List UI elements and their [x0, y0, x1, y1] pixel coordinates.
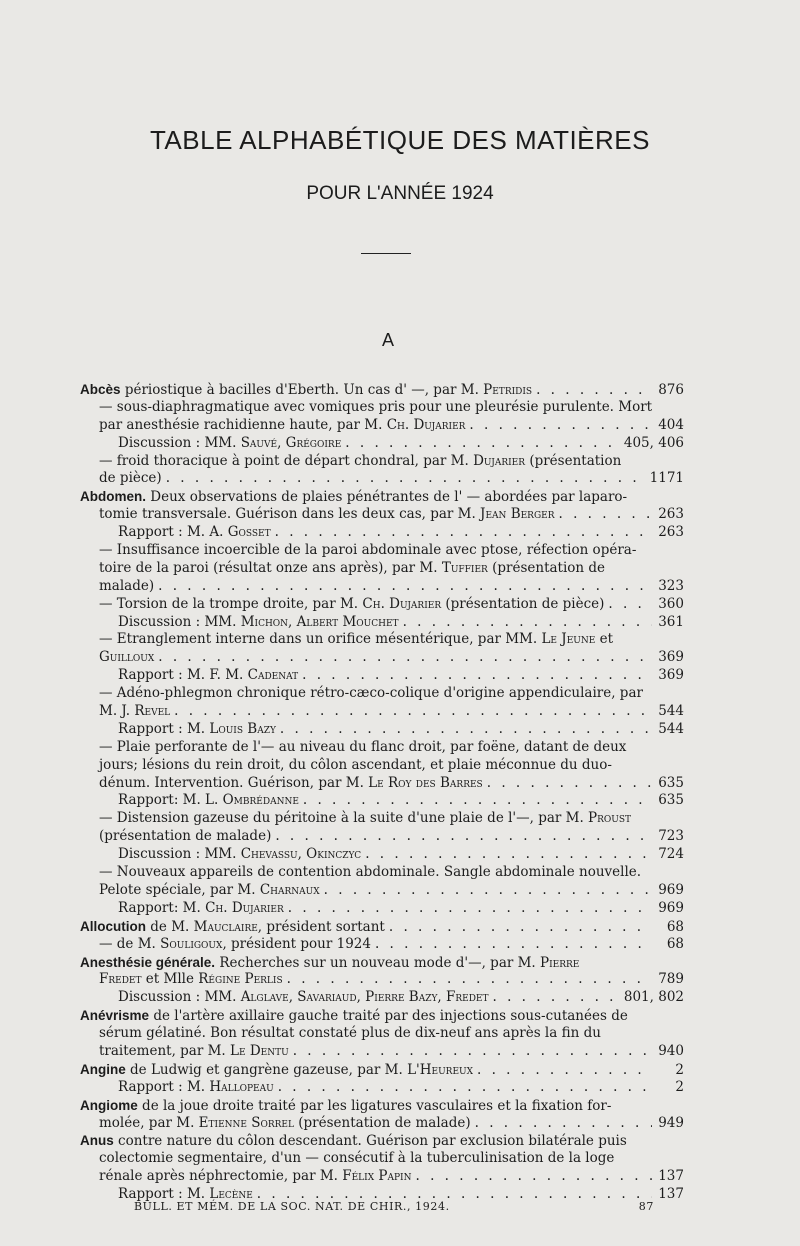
- page-number: 137: [658, 1186, 684, 1203]
- entry-text-tail: (présentation de: [487, 559, 606, 576]
- entry-heading: Abcès: [80, 382, 121, 397]
- entry-heading: Angiome: [80, 1097, 138, 1113]
- index-line: [80, 900, 684, 918]
- index-line: [80, 971, 684, 989]
- entry-text: M. J.: [99, 703, 135, 720]
- index-line: [80, 1025, 684, 1043]
- page-number: 263: [658, 506, 684, 523]
- entry-text: Rapport : M. F. M.: [118, 667, 248, 684]
- dot-leader: [469, 417, 652, 435]
- index-line-text: [99, 828, 271, 846]
- author-name: Fredet: [99, 971, 142, 988]
- page-number: 789: [658, 971, 684, 988]
- index-line-text: [99, 1025, 601, 1043]
- entry-text: — Distension gazeuse du péritoine à la suite d'une plaie de l'—, par M.: [99, 810, 589, 827]
- index-line: [80, 936, 684, 954]
- index-line-text: [99, 649, 154, 667]
- author-name: Félix Papin: [342, 1168, 412, 1185]
- index-line-text: [118, 846, 361, 864]
- author-name: Le Dentu: [230, 1042, 289, 1059]
- entry-text: — sous-diaphragmatique avec vomiques pris pour une pleurésie purulente. Mort: [99, 398, 653, 415]
- index-line-text: [99, 631, 613, 649]
- index-line: [80, 435, 684, 453]
- index-line: [80, 1061, 684, 1079]
- author-name: Ch. Dujarier: [362, 595, 442, 612]
- entry-text-tail: (présentation de malade): [293, 1114, 471, 1131]
- index-line: [80, 703, 684, 721]
- dot-leader: [275, 524, 652, 542]
- index-line: [80, 989, 684, 1007]
- index-line: [80, 810, 684, 828]
- dot-leader: [288, 900, 652, 918]
- author-name: Sauvé, Grégoire: [240, 434, 342, 451]
- page-number: 544: [658, 703, 684, 720]
- author-name: Ch. Dujarier: [205, 899, 284, 916]
- index-line: [80, 649, 684, 667]
- entry-text: (présentation de malade): [99, 828, 272, 845]
- index-line-text: [118, 900, 284, 918]
- dot-leader: [287, 971, 652, 989]
- dot-leader: [166, 470, 646, 488]
- index-line-text: [99, 542, 636, 560]
- page-number: 369: [658, 649, 684, 666]
- entry-text: Rapport: M. L.: [118, 792, 223, 809]
- page-number: 1171: [649, 470, 684, 487]
- index-line-text: [99, 506, 555, 524]
- index-line-text: [80, 918, 385, 936]
- entry-text: Discussion : MM.: [118, 434, 241, 451]
- index-line-text: [118, 1079, 274, 1097]
- dot-leader: [389, 919, 652, 936]
- entry-text: dénum. Intervention. Guérison, par M.: [99, 774, 369, 791]
- author-name: Petridis: [483, 382, 533, 398]
- entry-text: — de M.: [99, 935, 161, 952]
- index-line: [80, 524, 684, 542]
- index-line: [80, 470, 684, 488]
- entry-text: toire de la paroi (résultat onze ans après), par M.: [99, 559, 442, 576]
- page-number: 361: [658, 613, 684, 630]
- entry-text: molée, par M.: [99, 1114, 199, 1131]
- dot-leader: [416, 1168, 653, 1186]
- entry-text: par anesthésie rachidienne haute, par M.: [99, 416, 387, 433]
- entry-text: — froid thoracique à point de départ chondral, par M.: [99, 452, 474, 469]
- index-line: [80, 1115, 684, 1133]
- entry-text: Rapport : M. A.: [118, 524, 228, 541]
- entry-text-tail: et: [595, 631, 614, 648]
- entry-text: rénale après néphrectomie, par M.: [99, 1168, 343, 1185]
- index-line-text: [99, 936, 371, 954]
- entry-text: — Plaie perforante de l'— au niveau du flanc droit, par foëne, datant de deux: [99, 738, 627, 755]
- page-title: TABLE ALPHABÉTIQUE DES MATIÈRES: [149, 125, 650, 155]
- author-name: Tuffier: [441, 559, 488, 576]
- entry-text: — Etranglement interne dans un orifice mésentérique, par MM.: [99, 631, 542, 648]
- index-line: [80, 721, 684, 739]
- index-line-text: [80, 488, 627, 506]
- index-line-text: [99, 1150, 614, 1168]
- index-line-text: [99, 399, 652, 417]
- author-name: Jean Berger: [480, 506, 555, 523]
- entry-text: Rapport : M.: [118, 720, 210, 737]
- author-name: Ch. Dujarier: [386, 416, 466, 433]
- index-line-text: [99, 864, 641, 882]
- index-line: [80, 828, 684, 846]
- dot-leader: [280, 721, 652, 739]
- index-line: [80, 685, 684, 703]
- index-line-text: [80, 1007, 628, 1025]
- footer-sheet-number: 87: [638, 1200, 654, 1213]
- dot-leader: [278, 1079, 652, 1097]
- title-divider: [361, 253, 411, 254]
- entry-text: de l'artère axillaire gauche traité par des injections sous-cutanées de: [149, 1008, 628, 1025]
- entry-text: malade): [99, 577, 155, 594]
- index-line-text: [99, 757, 612, 775]
- author-name: Michon, Albert Mouchet: [240, 613, 399, 630]
- index-line: [80, 739, 684, 757]
- index-line-text: [80, 381, 532, 399]
- page-footer: [134, 1200, 654, 1213]
- entry-heading: Angine: [80, 1061, 126, 1077]
- index-line-text: [99, 470, 162, 488]
- entry-text: Discussion : MM.: [118, 613, 241, 630]
- entry-text: de M.: [146, 918, 194, 935]
- entry-text-tail: et Mlle: [141, 971, 199, 988]
- index-line-text: [99, 1043, 289, 1061]
- page-number: 137: [658, 1168, 684, 1185]
- index-line-text: [80, 954, 579, 972]
- entry-text: de la joue droite traité par les ligatures vasculaires et la fixation for-: [137, 1097, 612, 1114]
- page-number: 635: [658, 792, 684, 809]
- dot-leader: [303, 792, 652, 810]
- entry-text-tail: , président sortant: [257, 918, 385, 935]
- index-line: [80, 560, 684, 578]
- dot-leader: [487, 775, 652, 793]
- index-line-text: [118, 667, 298, 685]
- page-number: 360: [658, 595, 684, 612]
- index-line-text: [99, 685, 643, 703]
- author-name: Gosset: [227, 524, 271, 541]
- dot-leader: [493, 989, 620, 1007]
- entry-text-tail: , président pour 1924: [222, 935, 371, 952]
- entry-text: Pelote spéciale, par M.: [99, 881, 260, 898]
- entry-text: périostique à bacilles d'Eberth. Un cas d' —, par M.: [120, 382, 484, 398]
- index-line: [80, 542, 684, 560]
- index-line: [80, 667, 684, 685]
- page-subtitle: POUR L'ANNÉE 1924: [306, 183, 494, 204]
- dot-leader: [365, 846, 652, 864]
- entry-text: — Insuffisance incoercible de la paroi abdominale avec ptose, réfection opéra-: [99, 542, 637, 559]
- entry-text-tail: (présentation: [525, 452, 622, 469]
- index-line: [80, 417, 684, 435]
- index-line: [80, 1150, 684, 1168]
- index-line-text: [118, 614, 399, 632]
- author-name: Souligoux: [160, 935, 223, 952]
- index-line-text: [99, 1115, 471, 1133]
- author-name: Cadenat: [247, 667, 299, 684]
- entry-heading: Anus: [80, 1133, 114, 1149]
- index-list: [80, 381, 684, 1204]
- author-name: Guilloux: [99, 649, 155, 666]
- dot-leader: [174, 703, 652, 721]
- author-name: L'Heureux: [407, 1061, 474, 1078]
- index-line: [80, 775, 684, 793]
- page-number: 969: [658, 881, 684, 898]
- index-line: [80, 578, 684, 596]
- index-line: [80, 954, 684, 972]
- index-line-text: [99, 453, 621, 471]
- index-line-text: [99, 810, 631, 828]
- dot-leader: [559, 506, 653, 524]
- author-name: Proust: [588, 810, 632, 827]
- page-number: 723: [658, 828, 684, 845]
- author-name: Chevassu, Okinczyc: [240, 846, 362, 863]
- index-line: [80, 792, 684, 810]
- index-line: [80, 453, 684, 471]
- entry-text: Recherches sur un nouveau mode d'—, par M.: [215, 954, 541, 971]
- index-line-text: [80, 1132, 627, 1150]
- entry-text: contre nature du côlon descendant. Guérison par exclusion bilatérale puis: [113, 1133, 627, 1150]
- dot-leader: [158, 578, 652, 596]
- entry-text: Deux observations de plaies pénétrantes de l' — abordées par laparo-: [146, 489, 628, 506]
- page-number: 68: [666, 935, 684, 952]
- page-number: 404: [658, 416, 684, 433]
- footer-journal: BULL. ET MÉM. DE LA SOC. NAT. DE CHIR., 1924.: [134, 1200, 450, 1213]
- entry-text: tomie transversale. Guérison dans les deux cas, par M.: [99, 506, 481, 523]
- index-line: [80, 1097, 684, 1115]
- page-number: 369: [658, 667, 684, 684]
- page-number: 801, 802: [623, 989, 684, 1006]
- dot-leader: [536, 382, 652, 399]
- entry-text: traitement, par M.: [99, 1042, 230, 1059]
- author-name: Alglave, Savariaud, Pierre Bazy, Fredet: [240, 989, 489, 1006]
- index-line: [80, 1007, 684, 1025]
- dot-leader: [293, 1043, 652, 1061]
- page-number: 940: [658, 1042, 684, 1059]
- entry-text: colectomie segmentaire, d'un — consécutif à la tuberculinisation de la loge: [99, 1150, 615, 1167]
- index-line-text: [118, 989, 489, 1007]
- dot-leader: [158, 649, 652, 667]
- entry-text: de pièce): [99, 470, 162, 487]
- page-number: 405, 406: [623, 434, 684, 451]
- author-name: Charnaux: [259, 881, 320, 898]
- author-name: Le Roy des Barres: [368, 774, 483, 791]
- entry-heading: Allocution: [80, 918, 146, 934]
- entry-text: Discussion : MM.: [118, 846, 241, 863]
- dot-leader: [275, 828, 652, 846]
- entry-heading: Abdomen.: [80, 489, 146, 505]
- page-number: 263: [658, 524, 684, 541]
- index-line-text: [99, 1168, 412, 1186]
- dot-leader: [477, 1062, 652, 1079]
- index-line-text: [99, 775, 483, 793]
- index-line-text: [118, 524, 271, 542]
- page-number: 2: [675, 1061, 684, 1078]
- index-line: [80, 1043, 684, 1061]
- index-line: [80, 864, 684, 882]
- index-line-text: [99, 882, 320, 900]
- entry-text: Discussion : MM.: [118, 989, 241, 1006]
- entry-text: jours; lésions du rein droit, du côlon ascendant, et plaie méconnue du duo-: [99, 756, 612, 773]
- index-line: [80, 488, 684, 506]
- author-name: Le Jeune: [541, 631, 596, 648]
- index-line: [80, 614, 684, 632]
- index-line: [80, 1132, 684, 1150]
- page-number: 635: [658, 774, 684, 791]
- author-name: Mauclaire: [193, 918, 258, 935]
- author-name: Etienne Sorrel: [198, 1114, 294, 1131]
- author-name: Revel: [134, 703, 171, 720]
- dot-leader: [324, 882, 652, 900]
- dot-leader: [345, 435, 620, 453]
- index-line-text: [80, 1097, 611, 1115]
- index-line: [80, 631, 684, 649]
- index-line: [80, 506, 684, 524]
- author-name: Régine Perlis: [198, 971, 283, 988]
- author-name: Hallopeau: [209, 1078, 274, 1095]
- entry-text: — Adéno-phlegmon chronique rétro-cæco-colique d'origine appendiculaire, par: [99, 685, 643, 702]
- index-line-text: [118, 721, 276, 739]
- index-line: [80, 918, 684, 936]
- dot-leader: [375, 936, 652, 954]
- dot-leader: [403, 614, 652, 632]
- author-name: Lecène: [209, 1186, 253, 1203]
- entry-text-tail: (présentation de pièce): [441, 595, 605, 612]
- index-line-text: [99, 703, 170, 721]
- index-line: [80, 1079, 684, 1097]
- entry-text: Rapport : M.: [118, 1186, 210, 1203]
- author-name: Ombrédanne: [222, 792, 299, 809]
- page-number: 969: [658, 899, 684, 916]
- dot-leader: [475, 1115, 652, 1133]
- index-line-text: [80, 1061, 473, 1079]
- dot-leader: [608, 596, 652, 614]
- page-number: 323: [658, 577, 684, 594]
- entry-text: — Torsion de la trompe droite, par M.: [99, 595, 363, 612]
- author-name: Dujarier: [473, 452, 526, 469]
- entry-heading: Anesthésie générale.: [80, 954, 216, 970]
- entry-heading: Anévrisme: [80, 1008, 150, 1024]
- index-line: [80, 399, 684, 417]
- entry-text: de Ludwig et gangrène gazeuse, par M.: [125, 1061, 408, 1078]
- index-line-text: [99, 560, 605, 578]
- author-name: Pierre: [540, 954, 580, 971]
- entry-text: Rapport : M.: [118, 1078, 210, 1095]
- author-name: Louis Bazy: [209, 720, 276, 737]
- index-line-text: [118, 792, 299, 810]
- index-line: [80, 882, 684, 900]
- page-number: 949: [658, 1114, 684, 1131]
- page-number: 724: [658, 846, 684, 863]
- index-line-text: [99, 971, 283, 989]
- entry-text: — Nouveaux appareils de contention abdominale. Sangle abdominale nouvelle.: [99, 864, 642, 881]
- page-number: 544: [658, 720, 684, 737]
- entry-text: sérum gélatiné. Bon résultat constaté plus de dix-neuf ans après la fin du: [99, 1025, 601, 1042]
- index-line: [80, 381, 684, 399]
- section-letter: A: [381, 330, 394, 350]
- index-line: [80, 846, 684, 864]
- index-line-text: [99, 596, 604, 614]
- dot-leader: [302, 667, 652, 685]
- index-line-text: [99, 417, 465, 435]
- index-line: [80, 757, 684, 775]
- index-line-text: [99, 739, 626, 757]
- index-line: [80, 596, 684, 614]
- index-line-text: [99, 578, 154, 596]
- page-number: 2: [675, 1078, 684, 1095]
- entry-text: Rapport: M.: [118, 899, 206, 916]
- index-line-text: [118, 435, 341, 453]
- page-number: 68: [666, 918, 684, 935]
- page-number: 876: [658, 382, 684, 398]
- index-line: [80, 1168, 684, 1186]
